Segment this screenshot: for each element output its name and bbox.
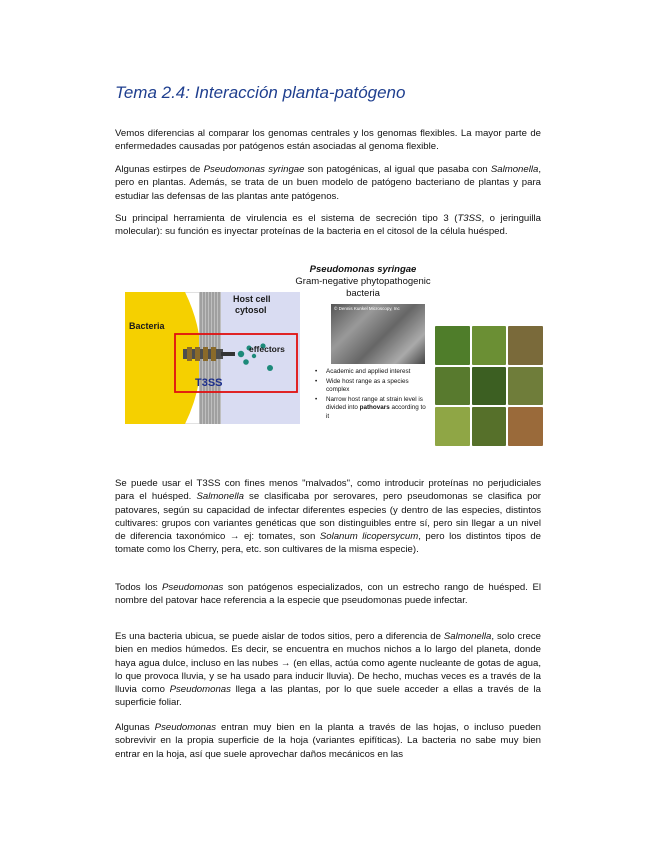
text-run: Es una bacteria ubicua, se puede aislar de todos sitios, pero a diferencia de <box>115 631 444 642</box>
text-run: , pero los distintos tipos de tomate como los Cherry, pera, etc. son cultivares de la misma especie). <box>115 531 542 556</box>
t3ss-diagram <box>125 292 300 424</box>
text-run: Algunas <box>115 722 155 733</box>
fruit-photo <box>508 407 543 446</box>
text-run: Su principal herramienta de virulencia es el sistema de secreción tipo 3 ( <box>115 213 458 224</box>
micrograph-image <box>331 304 425 364</box>
paragraph-ubiquitous <box>115 630 541 710</box>
figure-title-line3: bacteria <box>346 288 380 299</box>
text-run: entran muy bien en la planta a través de las hojas, o incluso pueden sobrevivir en la propia superficie de la hoja (variantes epifíticas). La bacteria no sabe muy bien entrar en la hoja, así que suele aprovechar daños mecánicos en las <box>115 722 541 760</box>
text-run: son patógenos especializados, con un estrecho rango de huésped. El nombre del patovar hace referencia a la especie que pseudomonas puede infectar. <box>115 582 541 607</box>
text-run: llega a las plantas, por lo que suele acceder a ellas a través de la superficie foliar. <box>115 684 541 709</box>
species-name: Salmonella <box>196 491 244 503</box>
figure-title-line2: Gram-negative phytopathogenic <box>295 276 431 287</box>
pod-photo <box>472 367 507 406</box>
leaf-photo <box>508 367 543 406</box>
species-name: Solanum licopersycum <box>319 531 419 543</box>
bullet-item: • Academic and applied interest <box>315 368 427 377</box>
figure-bullet-list <box>315 368 427 423</box>
bullet-text: Narrow host range at strain level is divided into <box>326 395 423 412</box>
fruit-photo <box>435 407 470 446</box>
paragraph-t3ss <box>115 212 541 239</box>
bullet-text: according to it <box>326 404 426 420</box>
pod-photo <box>472 407 507 446</box>
species-name: Salmonella <box>443 631 492 642</box>
figure-title-species: Pseudomonas syringae <box>309 264 417 275</box>
species-name: Pseudomonas <box>162 582 224 593</box>
bullet-item <box>315 396 427 422</box>
t3ss-figure <box>125 264 545 449</box>
text-run: Todos los <box>115 582 162 593</box>
leaf-photo <box>472 326 507 365</box>
species-name: Pseudomonas <box>154 722 217 733</box>
label-host-line2: cytosol <box>235 305 267 315</box>
plant-symptom-photos <box>435 326 543 446</box>
text-run: , pero en plantas. Además, se trata de un buen modelo de patógeno bacteriano de plantas y para estudiar las defensas de las plantas ante patógenos. <box>115 164 541 202</box>
text-run: Algunas estirpes de <box>115 164 204 175</box>
label-host-line1: Host cell <box>233 294 271 304</box>
figure-title <box>283 264 443 300</box>
photo-credit: © Dennis Kunkel Microscopy, Inc <box>334 306 400 311</box>
label-effectors: effectors <box>249 344 285 354</box>
label-t3ss: T3SS <box>195 377 223 389</box>
leaf-photo <box>435 367 470 406</box>
text-run: , o jeringuilla molecular): su función es inyectar proteínas de la bacteria en el citosol de la célula huésped. <box>115 213 542 238</box>
text-run: , solo crece bien en medios húmedos. Es decir, se encuentra en muchos nichos a lo largo del planeta, donde haya agua dulce, incluso en las nubes → (en ellas, actúa como agente nucleante de gotas de agua, lo que provoca lluvia, y se ha usado para inducir lluvia). De hecho, muchas veces es a través de la lluvia como <box>115 631 541 696</box>
paragraph-text: Vemos diferencias al comparar los genomas centrales y los genomas flexibles. La mayor parte de enfermedades causadas por patógenos están asociadas al genoma flexible. <box>115 128 541 153</box>
page-title: Tema 2.4: Interacción planta-patógeno <box>115 83 406 102</box>
bullet-item: • Wide host range as a species complex <box>315 378 427 395</box>
paragraph-leaf-entry <box>115 721 541 761</box>
leaf-photo <box>508 326 543 365</box>
text-run: son patogénicas, al igual que pasaba con <box>304 164 491 175</box>
species-name: Salmonella <box>490 164 539 175</box>
paragraph-pseudomonas-intro <box>115 163 541 203</box>
bullet-bold: pathovars <box>359 404 390 412</box>
acronym: T3SS <box>457 213 482 224</box>
label-bacteria: Bacteria <box>129 321 165 331</box>
paragraph-genomes <box>115 127 541 154</box>
text-run: Se puede usar el T3SS con fines menos "malvados", como introducir proteínas no perjudiciales para el huésped. <box>115 478 541 503</box>
paragraph-specialized <box>115 581 541 608</box>
species-name: Pseudomonas <box>169 684 231 696</box>
text-run: se clasificaba por serovares, pero pseudomonas se clasifica por patovares, según su capacidad de infectar diferentes especies (y dentro de las especies, distintos cultivares: grupos con variantes genéticas que son distinguibles entre sí, pero sin llegar a un nivel de diferencia taxonómico → ej: tomates, son <box>115 491 541 543</box>
species-name: Pseudomonas syringae <box>203 164 305 175</box>
leaf-photo <box>435 326 470 365</box>
paragraph-pathovars <box>115 477 541 557</box>
